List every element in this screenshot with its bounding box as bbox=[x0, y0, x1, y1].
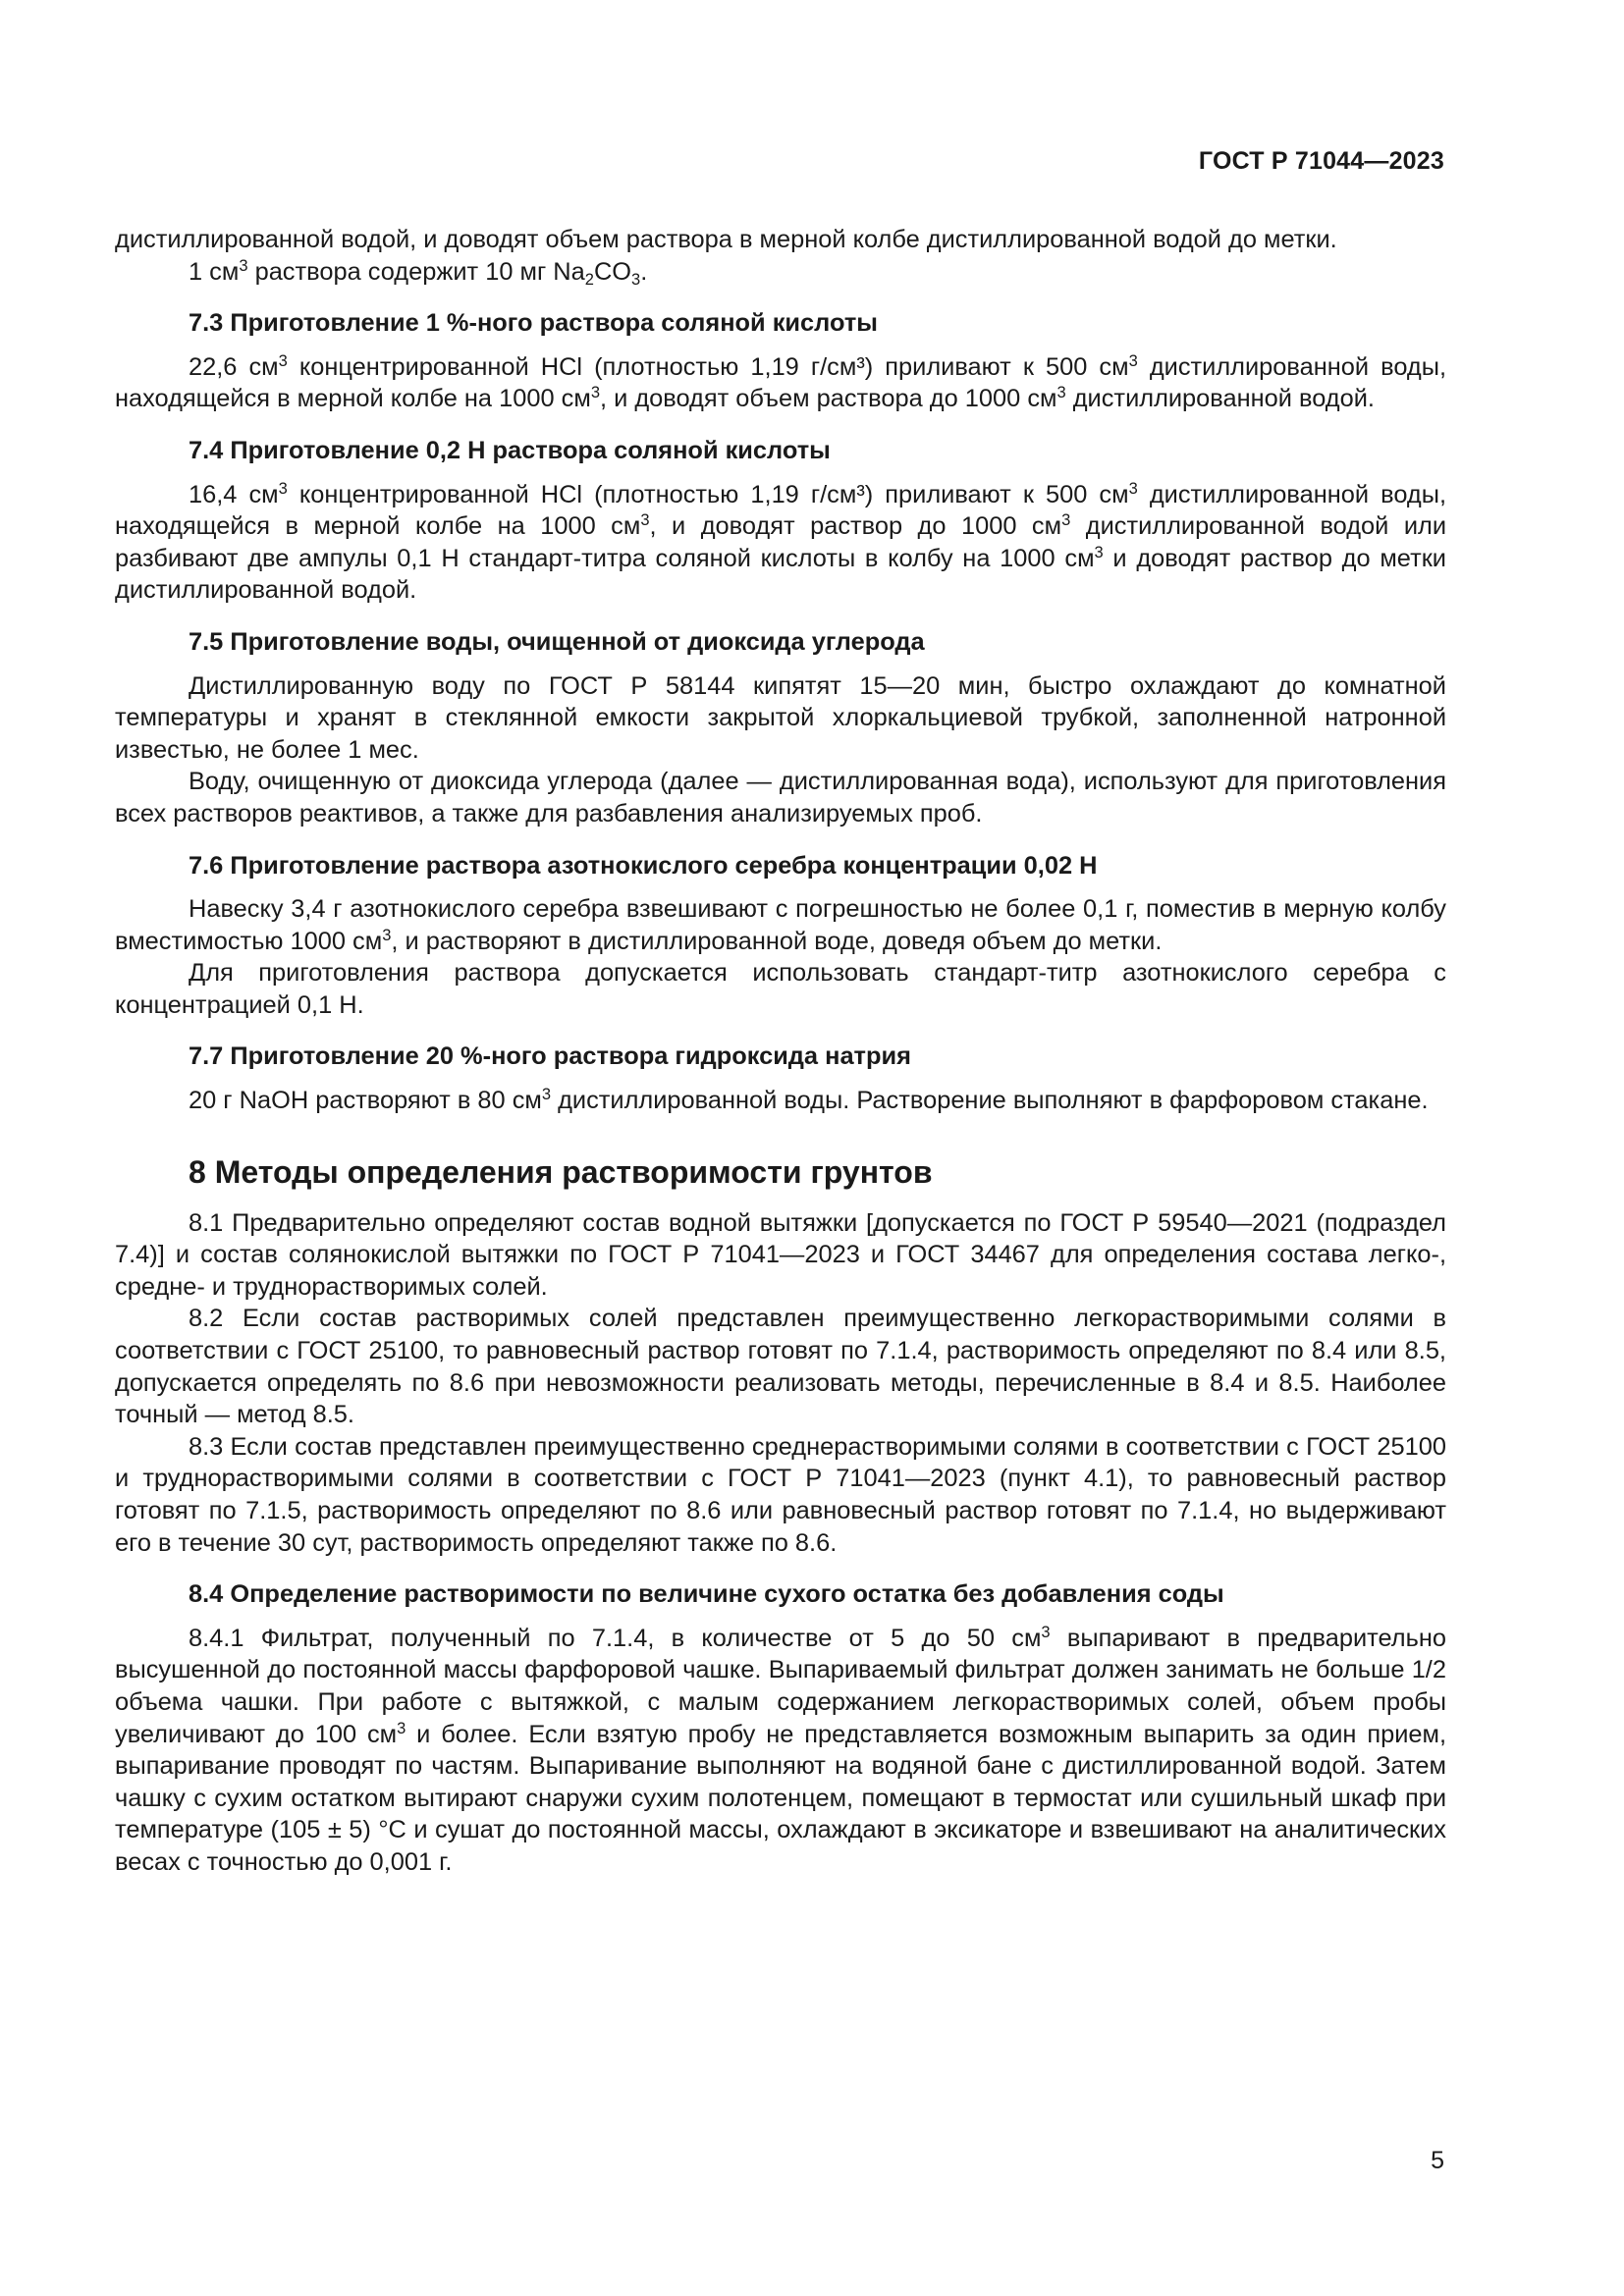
superscript: 3 bbox=[590, 384, 600, 402]
section-7-6-paragraph-1 bbox=[115, 893, 1446, 957]
superscript: 3 bbox=[640, 511, 650, 530]
text: выпаривают в предварительно высушенной до постоянной массы фарфоровой чашке. Выпариваемый фильтрат должен занимать не больше 1/2 объема чашки. При работе с вытяжкой, с малым содержанием легкорастворимых солей, объем пробы увеличивают до 100 см bbox=[115, 1624, 1446, 1748]
paragraph-8-4-1 bbox=[115, 1623, 1446, 1879]
paragraph-8-2: 8.2 Если состав растворимых солей представлен преимущественно легкорастворимыми солями в соответствии с ГОСТ 25100, то равновесный раствор готовят по 7.1.4, растворимость определяют по 8.4 или 8.5, допускается определять по 8.6 при невозможности реализовать методы, перечисленные в 8.4 и 8.5. Наиболее точный — метод 8.5. bbox=[115, 1305, 1446, 1429]
section-7-6-title: 7.6 Приготовление раствора азотнокислого серебра концентрации 0,02 Н bbox=[189, 851, 1098, 880]
section-7-3-paragraph bbox=[115, 351, 1446, 415]
superscript: 3 bbox=[239, 256, 248, 275]
paragraph-continuation: дистиллированной водой, и доводят объем раствора в мерной колбе дистиллированной водой до метки. bbox=[115, 226, 1337, 253]
text: дистиллированной воды, находящейся в мерной колбе на 1000 см bbox=[115, 480, 1447, 541]
text: 1 см bbox=[189, 257, 240, 286]
section-7-7-title: 7.7 Приготовление 20 %-ного раствора гидроксида натрия bbox=[189, 1042, 911, 1071]
text: дистиллированной воды. Растворение выполняют в фарфоровом стакане. bbox=[551, 1087, 1429, 1115]
text: Навеску 3,4 г азотнокислого серебра взвешивают с погрешностью не более 0,1 г, поместив в мерную колбу вместимостью 1000 см bbox=[115, 895, 1446, 955]
section-7-5-title: 7.5 Приготовление воды, очищенной от диоксида углерода bbox=[189, 627, 925, 656]
section-7-3-title: 7.3 Приготовление 1 %-ного раствора соляной кислоты bbox=[189, 309, 878, 338]
page-content bbox=[115, 224, 1446, 1879]
superscript: 3 bbox=[1056, 384, 1066, 402]
section-7-6-paragraph-2: Для приготовления раствора допускается использовать стандарт-титр азотнокислого серебра с концентрацией 0,1 Н. bbox=[115, 959, 1446, 1019]
section-7-4-title: 7.4 Приготовление 0,2 Н раствора соляной кислоты bbox=[189, 436, 831, 464]
text: 16,4 см bbox=[189, 480, 279, 508]
superscript: 3 bbox=[397, 1719, 406, 1737]
superscript: 3 bbox=[382, 926, 392, 944]
page-number: 5 bbox=[1431, 2147, 1444, 2174]
paragraph-na2co3 bbox=[115, 256, 1446, 289]
text: и доводят раствор до метки дистиллированной водой. bbox=[115, 544, 1446, 605]
text: CO bbox=[593, 257, 632, 286]
page-header-doc-id: ГОСТ Р 71044—2023 bbox=[1198, 147, 1444, 175]
section-8-title: 8 Методы определения растворимости грунтов bbox=[189, 1153, 933, 1190]
section-8-4-title: 8.4 Определение растворимости по величине сухого остатка без добавления соды bbox=[189, 1580, 1224, 1609]
paragraph-8-1: 8.1 Предварительно определяют состав водной вытяжки [допускается по ГОСТ Р 59540—2021 (подраздел 7.4)] и состав солянокислой вытяжки по ГОСТ Р 71041—2023 и ГОСТ 34467 для определения состава легко-, средне- и труднорастворимых солей. bbox=[115, 1208, 1446, 1301]
text: 22,6 см bbox=[189, 352, 279, 381]
text: , и доводят раствор до 1000 см bbox=[649, 512, 1062, 541]
section-7-5-paragraph-2: Воду, очищенную от диоксида углерода (далее — дистиллированная вода), используют для приготовления всех растворов реактивов, а также для разбавления анализируемых проб. bbox=[115, 768, 1446, 828]
text: , и растворяют в дистиллированной воде, доведя объем до метки. bbox=[391, 927, 1163, 955]
text: 20 г NaOH растворяют в 80 см bbox=[189, 1087, 542, 1115]
text: , и доводят объем раствора до 1000 см bbox=[600, 385, 1057, 413]
subscript: 2 bbox=[584, 270, 594, 289]
text: дистиллированной воды, находящейся в мерной колбе на 1000 см bbox=[115, 352, 1447, 413]
text: дистиллированной водой или разбивают две ампулы 0,1 Н стандарт-титра соляной кислоты в колбу на 1000 см bbox=[115, 512, 1447, 572]
section-7-7-paragraph bbox=[115, 1085, 1446, 1117]
superscript: 3 bbox=[1061, 511, 1071, 530]
text: концентрированной HCl (плотностью 1,19 г/см³) приливают к 500 см bbox=[287, 352, 1129, 381]
text: 8.4.1 Фильтрат, полученный по 7.1.4, в количестве от 5 до 50 см bbox=[189, 1624, 1042, 1652]
superscript: 3 bbox=[541, 1085, 552, 1103]
text: раствора содержит 10 мг Na bbox=[247, 257, 585, 286]
section-7-4-paragraph bbox=[115, 479, 1446, 607]
superscript: 3 bbox=[1128, 479, 1138, 498]
paragraph-8-3: 8.3 Если состав представлен преимущественно среднерастворимыми солями в соответствии с ГОСТ 25100 и труднорастворимыми солями в соответствии с ГОСТ Р 71041—2023 (пункт 4.1), то равновесный раствор готовят по 7.1.5, растворимость определяют по 8.6 или равновесный раствор готовят по 7.1.4, но выдерживают его в течение 30 сут, растворимость определяют также по 8.6. bbox=[115, 1432, 1446, 1557]
superscript: 3 bbox=[1041, 1623, 1051, 1641]
superscript: 3 bbox=[1094, 543, 1104, 561]
text: концентрированной HCl (плотностью 1,19 г/см³) приливают к 500 см bbox=[287, 480, 1129, 508]
text: и более. Если взятую пробу не представляется возможным выпарить за один прием, выпаривание проводят по частям. Выпаривание выполняют на водяной бане с дистиллированной водой. Затем чашку с сухим остатком вытирают снаружи сухим полотенцем, помещают в термостат или сушильный шкаф при температуре (105 ± 5) °С и сушат до постоянной массы, охлаждают в эксикаторе и взвешивают на аналитических весах с точностью до 0,001 г. bbox=[115, 1720, 1447, 1876]
subscript: 3 bbox=[631, 270, 641, 289]
superscript: 3 bbox=[278, 479, 288, 498]
text: . bbox=[640, 257, 648, 286]
superscript: 3 bbox=[1128, 351, 1138, 370]
text: дистиллированной водой. bbox=[1065, 385, 1375, 413]
superscript: 3 bbox=[278, 351, 288, 370]
section-7-5-paragraph-1: Дистиллированную воду по ГОСТ Р 58144 кипятят 15—20 мин, быстро охлаждают до комнатной температуры и хранят в стеклянной емкости закрытой хлоркальциевой трубкой, заполненной натронной известью, не более 1 мес. bbox=[115, 671, 1446, 764]
